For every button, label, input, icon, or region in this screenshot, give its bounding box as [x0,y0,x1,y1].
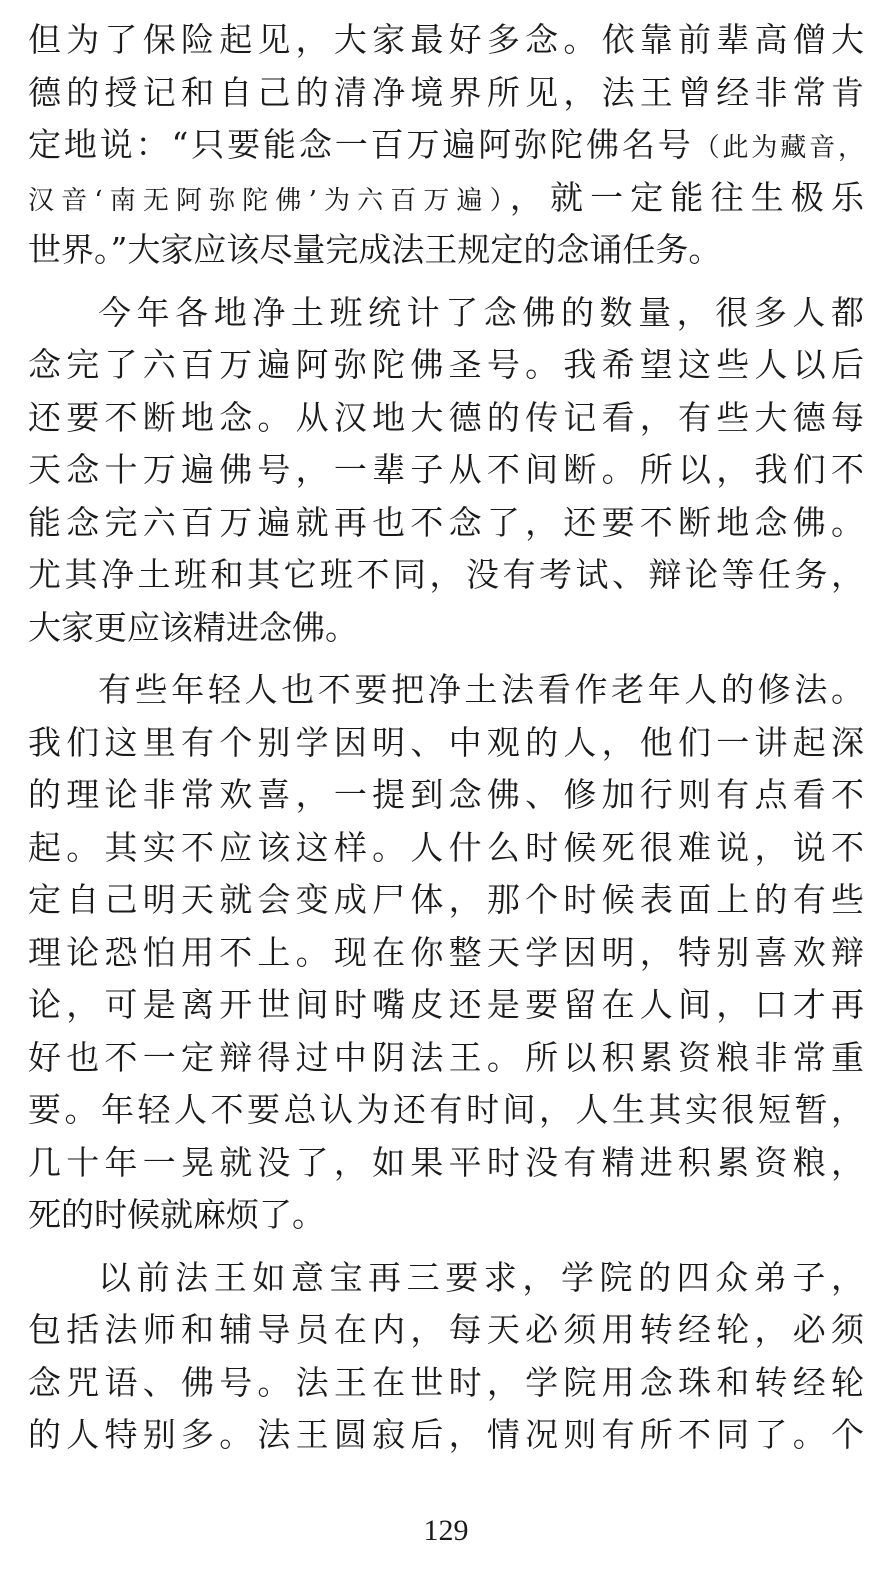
text-line: 天念十万遍佛号，一辈子从不间断。所以，我们不 [28,450,864,489]
text-line: 大家更应该精进念佛。 [28,607,358,647]
text-line: 起。其实不应该这样。人什么时候死很难说，说不 [28,827,864,867]
book-page [28,14,864,1472]
text-run: ，就一定能往生极乐 [509,177,864,217]
text-line: 念完了六百万遍阿弥陀佛圣号。我希望这些人以后 [28,345,864,384]
text-line: 我们这里有个别学因明、中观的人，他们一讲起深 [28,722,864,762]
text-line [28,172,864,225]
text-line: 但为了保险起见，大家最好多念。依靠前辈高僧大 [28,20,864,59]
text-line: 好也不一定辩得过中阴法王。所以积累资粮非常重 [28,1037,864,1077]
paragraph-2 [28,287,864,655]
annotation-run: （此为藏音， [693,133,864,163]
text-line: 的理论非常欢喜，一提到念佛、修加行则有点看不 [28,775,864,814]
text-line: 理论恐怕用不上。现在你整天学因明，特别喜欢辩 [28,932,864,972]
text-run: 定地说：“只要能念一百万遍阿弥陀佛名号 [28,125,694,164]
text-line: 几十年一晃就没了，如果平时没有精进积累资粮， [28,1142,864,1182]
text-line [28,119,864,172]
paragraph-3 [28,664,864,1242]
page-number: 129 [423,1514,469,1547]
text-line: 要。年轻人不要总认为还有时间，人生其实很短暂， [28,1090,864,1129]
text-line: 世界。”大家应该尽量完成法王规定的念诵任务。 [28,230,722,269]
paragraph-4 [28,1252,864,1462]
text-line: 尤其净土班和其它班不同，没有考试、辩论等任务， [28,555,864,594]
text-line: 今年各地净土班统计了念佛的数量，很多人都 [98,292,864,332]
annotation-run: 汉音‘南无阿弥陀佛’为六百万遍） [28,185,510,216]
text-line: 的人特别多。法王圆寂后，情况则有所不同了。个 [28,1415,864,1454]
text-line: 还要不断地念。从汉地大德的传记看，有些大德每 [28,397,864,437]
text-line: 死的时候就麻烦了。 [28,1195,325,1234]
text-line: 德的授记和自己的清净境界所见，法王曾经非常肯 [28,72,864,112]
text-line: 有些年轻人也不要把净土法看作老年人的修法。 [98,670,864,709]
paragraph-1 [28,14,864,277]
text-line: 能念完六百万遍就再也不念了，还要不断地念佛。 [28,502,864,542]
text-line: 包括法师和辅导员在内，每天必须用转经轮，必须 [28,1310,864,1349]
text-line: 念咒语、佛号。法王在世时，学院用念珠和转经轮 [28,1362,864,1402]
text-line: 定自己明天就会变成尸体，那个时候表面上的有些 [28,880,864,919]
text-line: 以前法王如意宝再三要求，学院的四众弟子， [98,1257,864,1297]
text-line: 论，可是离开世间时嘴皮还是要留在人间，口才再 [28,985,864,1024]
